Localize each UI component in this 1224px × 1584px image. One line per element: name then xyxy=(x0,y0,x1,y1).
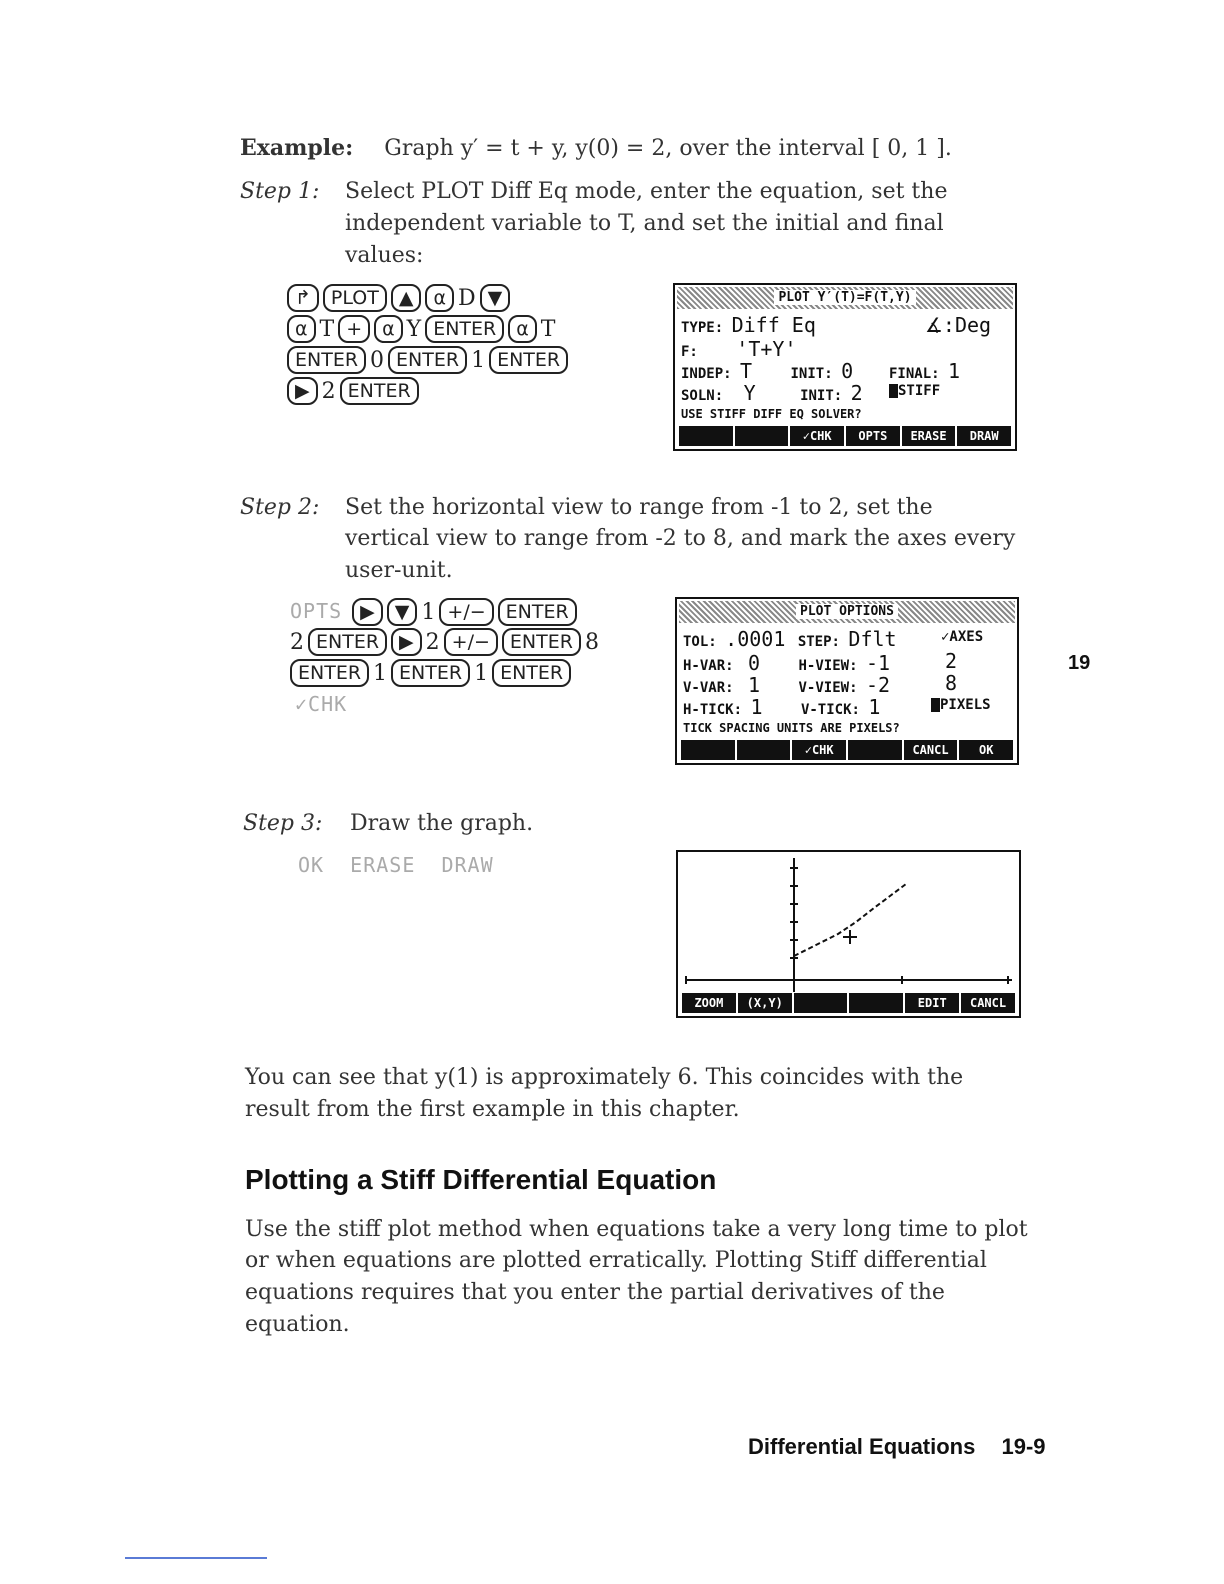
pixels-checkbox[interactable] xyxy=(931,697,991,713)
f-row xyxy=(681,337,797,361)
section-heading: Plotting a Stiff Differential Equation xyxy=(245,1164,717,1195)
enter-key[interactable]: ENTER xyxy=(492,659,571,687)
step1-keys-row1 xyxy=(287,284,514,314)
soln-label: SOLN: xyxy=(681,388,724,404)
result-line2: result from the first example in this chapter. xyxy=(245,1097,740,1122)
init-label: INIT: xyxy=(790,366,833,382)
hview-max-field[interactable]: 2 xyxy=(945,649,958,673)
menu-key-erase[interactable]: ERASE xyxy=(902,426,956,446)
step3-label: Step 3: xyxy=(243,811,323,836)
plot-setup-screen xyxy=(673,283,1017,451)
menu-key-draw[interactable]: DRAW xyxy=(957,426,1011,446)
enter-key[interactable]: ENTER xyxy=(287,346,366,374)
right-shift-key[interactable]: ↱ xyxy=(287,284,319,312)
type-field[interactable]: Diff Eq xyxy=(731,313,816,337)
down-arrow-key[interactable]: ▼ xyxy=(480,284,511,312)
step2-keys-row4 xyxy=(295,692,347,722)
solution-curve xyxy=(794,884,906,956)
footer xyxy=(748,1434,1046,1460)
menu-key-ok[interactable]: OK xyxy=(959,740,1013,760)
menu-key-opts[interactable]: OPTS xyxy=(846,426,900,446)
vvar-row xyxy=(683,673,890,697)
step2-line1: Set the horizontal view to range from -1 to 2, set the xyxy=(345,495,933,520)
step1-keys-row3 xyxy=(287,346,572,376)
enter-key[interactable]: ENTER xyxy=(391,659,470,687)
menu-key-4[interactable] xyxy=(849,993,903,1013)
tol-field[interactable]: .0001 xyxy=(725,627,786,651)
menu-key-edit[interactable]: EDIT xyxy=(905,993,959,1013)
vtick-field[interactable]: 1 xyxy=(868,695,881,719)
vtick-label: V-TICK: xyxy=(800,702,860,718)
screen-title-bar xyxy=(677,287,1013,309)
vvar-label: V-VAR: xyxy=(683,680,734,696)
soln-field[interactable]: Y xyxy=(743,381,756,405)
enter-key[interactable]: ENTER xyxy=(388,346,467,374)
init2-field[interactable]: 2 xyxy=(850,381,863,405)
graph-plot xyxy=(678,852,1019,992)
example-label: Example: xyxy=(240,135,354,161)
axes-checkbox[interactable]: ✓AXES xyxy=(941,629,984,645)
tol-label: TOL: xyxy=(683,634,717,650)
chapter-tab: 19 xyxy=(1068,652,1091,674)
alpha-key[interactable]: α xyxy=(374,315,403,343)
enter-key[interactable]: ENTER xyxy=(502,628,581,656)
section-line4: equation. xyxy=(245,1312,350,1337)
stiff-checkbox[interactable] xyxy=(889,383,940,399)
step1-line3: values: xyxy=(345,243,424,268)
tol-row xyxy=(683,627,897,651)
menu-key-chk[interactable]: ✓CHK xyxy=(790,426,844,446)
indep-field[interactable]: T xyxy=(740,359,753,383)
menu-key-cancel[interactable]: CANCL xyxy=(961,993,1015,1013)
right-arrow-key[interactable]: ▶ xyxy=(352,598,383,626)
vview-max-field[interactable]: 8 xyxy=(945,671,958,695)
angle-field[interactable]: ∡:Deg xyxy=(925,313,992,337)
step-field[interactable]: Dflt xyxy=(848,627,897,651)
soft-menu xyxy=(682,993,1015,1013)
screen-title: PLOT Y′(T)=F(T,Y) xyxy=(774,290,915,305)
footer-title: Differential Equations xyxy=(748,1434,976,1459)
char-1: 1 xyxy=(474,660,489,686)
char-2: 2 xyxy=(321,378,336,404)
screen-title: PLOT OPTIONS xyxy=(796,604,898,619)
indep-label: INDEP: xyxy=(681,366,732,382)
step3-softkeys[interactable]: OK ERASE DRAW xyxy=(298,853,494,877)
htick-field[interactable]: 1 xyxy=(750,695,763,719)
menu-key-1[interactable] xyxy=(681,740,735,760)
alpha-key[interactable]: α xyxy=(508,315,537,343)
enter-key[interactable]: ENTER xyxy=(340,377,419,405)
f-field[interactable]: 'T+Y' xyxy=(736,337,797,361)
init-field[interactable]: 0 xyxy=(841,359,854,383)
vview-label: V-VIEW: xyxy=(798,680,858,696)
enter-key[interactable]: ENTER xyxy=(498,598,577,626)
menu-key-chk[interactable]: ✓CHK xyxy=(792,740,846,760)
step2-keys-row2 xyxy=(290,628,603,658)
hview-label: H-VIEW: xyxy=(798,658,858,674)
step1-line2: independent variable to T, and set the initial and final xyxy=(345,211,944,236)
step2-keys-row3 xyxy=(290,659,575,689)
step2-line3: user-unit. xyxy=(345,558,453,583)
soft-menu xyxy=(679,426,1011,446)
enter-key[interactable]: ENTER xyxy=(308,628,387,656)
char-8: 8 xyxy=(584,629,599,655)
screen-prompt: USE STIFF DIFF EQ SOLVER? xyxy=(681,407,862,421)
example-line xyxy=(240,132,952,165)
step2-line2: vertical view to range from -2 to 8, and mark the axes every xyxy=(345,526,1016,551)
menu-key-2[interactable] xyxy=(735,426,789,446)
step-label: STEP: xyxy=(797,634,840,650)
char-2: 2 xyxy=(290,629,304,655)
result-line1: You can see that y(1) is approximately 6. This coincides with the xyxy=(245,1065,964,1090)
right-arrow-key[interactable]: ▶ xyxy=(391,628,422,656)
chk-softkey[interactable]: ✓CHK xyxy=(295,692,348,716)
graph-screen xyxy=(676,850,1021,1018)
screen-prompt: TICK SPACING UNITS ARE PIXELS? xyxy=(683,721,900,735)
down-arrow-key[interactable]: ▼ xyxy=(387,598,418,626)
f-label: F: xyxy=(681,344,698,360)
section-line2: or when equations are plotted erratically. Plotting Stiff differential xyxy=(245,1248,987,1273)
page-number: 19-9 xyxy=(1001,1434,1046,1459)
char-t: T xyxy=(319,316,335,342)
bottom-rule xyxy=(125,1557,267,1559)
char-y: Y xyxy=(406,316,422,342)
stiff-label: STIFF xyxy=(898,383,941,399)
step2-label: Step 2: xyxy=(240,495,320,520)
hvar-row xyxy=(683,651,890,675)
htick-row xyxy=(683,695,880,719)
crosshair-icon xyxy=(843,930,857,944)
menu-key-4[interactable] xyxy=(848,740,902,760)
final-field[interactable]: 1 xyxy=(948,359,961,383)
example-text: Graph y′ = t + y, y(0) = 2, over the interval [ 0, 1 ]. xyxy=(384,136,952,161)
enter-key[interactable]: ENTER xyxy=(290,659,369,687)
step3-text: Draw the graph. xyxy=(350,811,534,836)
hvar-label: H-VAR: xyxy=(683,658,734,674)
checkbox-icon xyxy=(889,384,898,398)
vvar-field[interactable]: 1 xyxy=(748,673,761,697)
pixels-label: PIXELS xyxy=(940,697,991,713)
char-t: T xyxy=(540,316,556,342)
opts-softkey[interactable]: OPTS xyxy=(290,599,343,623)
char-1: 1 xyxy=(421,599,436,625)
menu-key-3[interactable] xyxy=(794,993,848,1013)
menu-key-coords[interactable]: (X,Y) xyxy=(738,993,792,1013)
menu-key-zoom[interactable]: ZOOM xyxy=(682,993,736,1013)
plot-options-screen xyxy=(675,597,1019,765)
menu-key-cancel[interactable]: CANCL xyxy=(904,740,958,760)
alpha-key[interactable]: α xyxy=(287,315,316,343)
plus-key[interactable]: + xyxy=(338,315,370,343)
char-1: 1 xyxy=(471,347,486,373)
char-1: 1 xyxy=(373,660,388,686)
screen-title-bar xyxy=(679,601,1015,623)
char-d: D xyxy=(458,285,476,311)
hview-min-field[interactable]: -1 xyxy=(865,651,891,675)
soln-row xyxy=(681,381,863,405)
section-line3: equations requires that you enter the partial derivatives of the xyxy=(245,1280,945,1305)
type-row xyxy=(681,313,816,337)
type-label: TYPE: xyxy=(681,320,724,336)
char-0: 0 xyxy=(370,347,385,373)
section-line1: Use the stiff plot method when equations take a very long time to plot xyxy=(245,1217,1028,1242)
menu-key-2[interactable] xyxy=(737,740,791,760)
checkbox-icon xyxy=(931,698,940,712)
final-label: FINAL: xyxy=(889,366,940,382)
step1-label: Step 1: xyxy=(240,179,320,204)
step1-keys-row4 xyxy=(287,377,423,407)
enter-key[interactable]: ENTER xyxy=(425,315,504,343)
indep-row xyxy=(681,359,853,383)
step1-keys-row2 xyxy=(287,315,559,345)
char-2: 2 xyxy=(425,629,440,655)
hvar-field[interactable]: 0 xyxy=(748,651,761,675)
plot-key[interactable]: PLOT xyxy=(323,284,387,312)
enter-key[interactable]: ENTER xyxy=(489,346,568,374)
init2-label: INIT: xyxy=(800,388,843,404)
alpha-key[interactable]: α xyxy=(425,284,454,312)
right-arrow-key[interactable]: ▶ xyxy=(287,377,318,405)
up-arrow-key[interactable]: ▲ xyxy=(391,284,422,312)
step1-line1: Select PLOT Diff Eq mode, enter the equation, set the xyxy=(345,179,948,204)
htick-label: H-TICK: xyxy=(683,702,743,718)
menu-key-1[interactable] xyxy=(679,426,733,446)
vview-min-field[interactable]: -2 xyxy=(865,673,891,697)
negate-key[interactable]: +/− xyxy=(439,598,493,626)
step2-keys-row1 xyxy=(290,598,581,628)
final-row xyxy=(889,359,960,383)
negate-key[interactable]: +/− xyxy=(444,628,498,656)
soft-menu xyxy=(681,740,1013,760)
